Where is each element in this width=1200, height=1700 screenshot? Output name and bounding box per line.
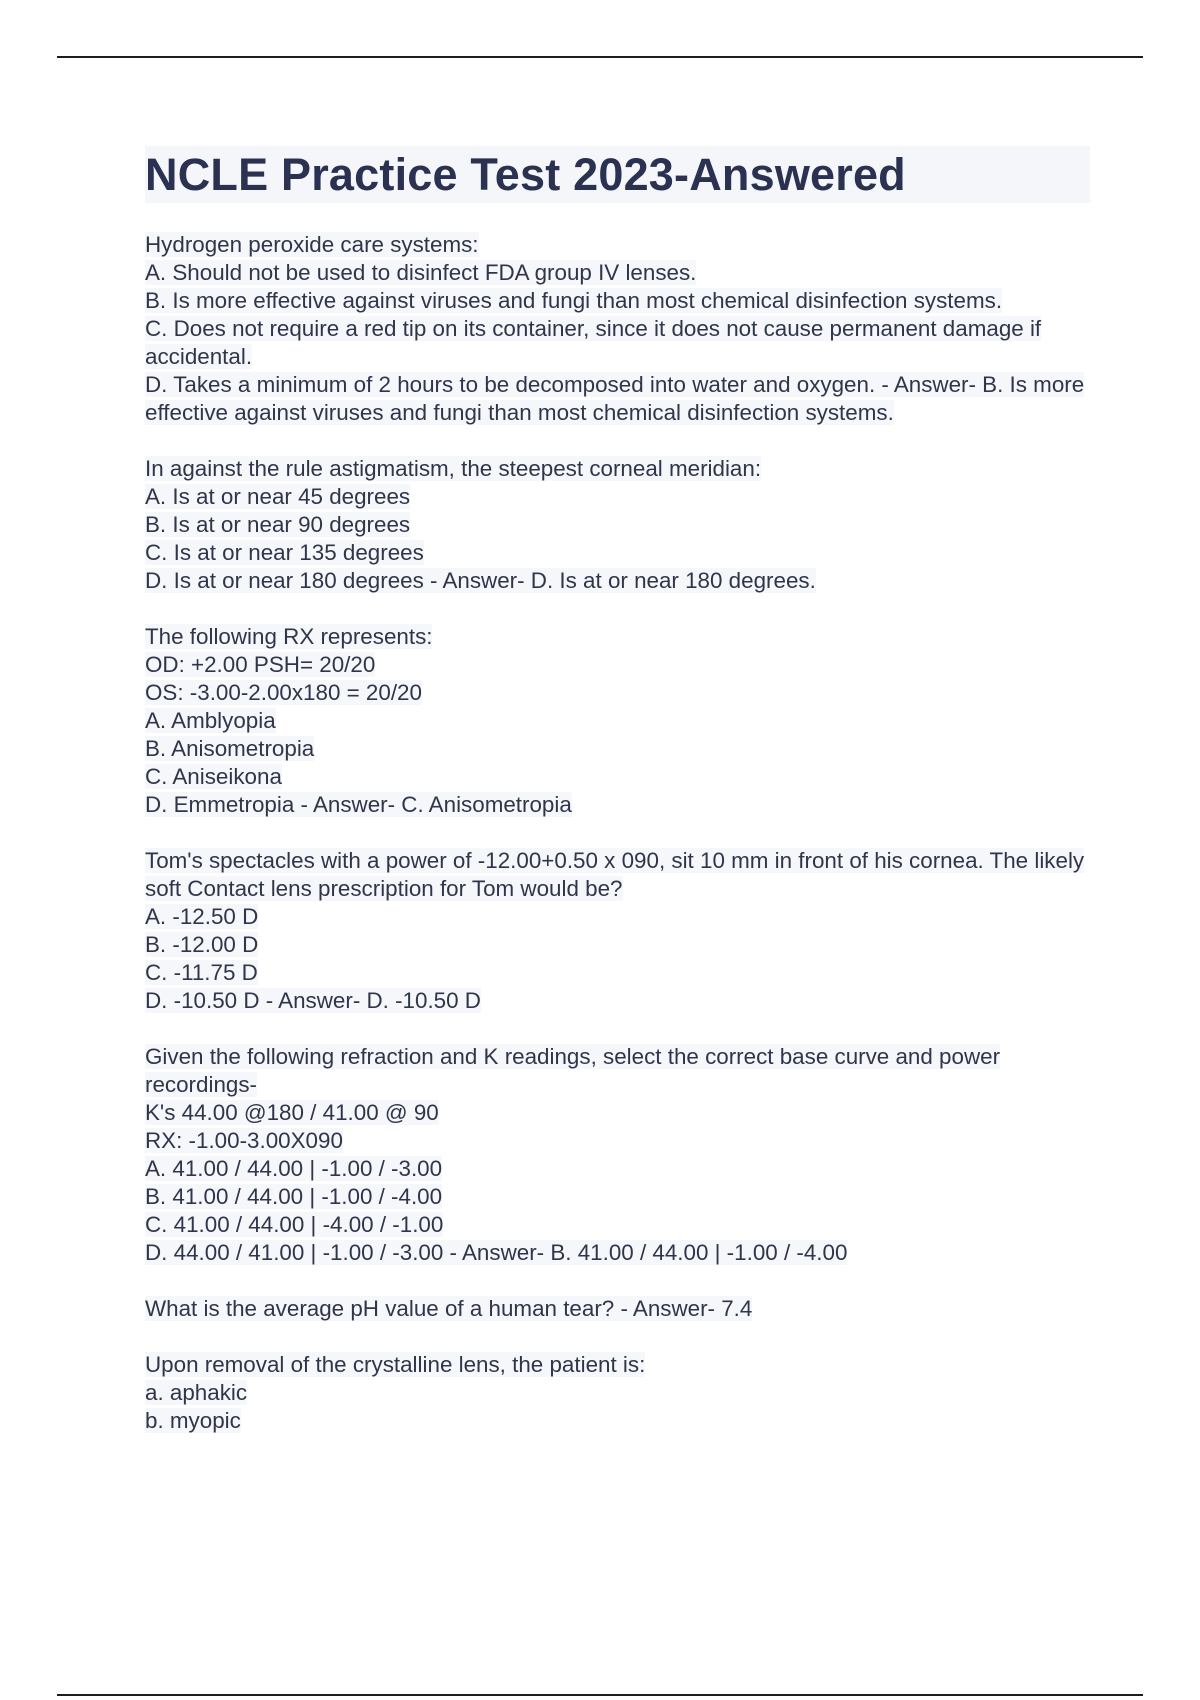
question-line-text: Tom's spectacles with a power of -12.00+0.50 x 090, sit 10 mm in front of his cornea. The likely soft Contact lens prescription for Tom would be? <box>145 848 1085 901</box>
question-line-text: A. Amblyopia <box>145 708 276 733</box>
question-line <box>145 1043 1090 1099</box>
question-line <box>145 959 1090 987</box>
question-line-text: Upon removal of the crystalline lens, the patient is: <box>145 1352 646 1377</box>
question-line <box>145 1295 1090 1323</box>
question-line <box>145 847 1090 903</box>
question-line <box>145 539 1090 567</box>
question-line <box>145 1127 1090 1155</box>
question-line <box>145 1099 1090 1127</box>
question-line <box>145 1211 1090 1239</box>
question-line <box>145 791 1090 819</box>
question-line <box>145 231 1090 259</box>
question-line-text: A. Is at or near 45 degrees <box>145 484 411 509</box>
question-line <box>145 287 1090 315</box>
question-line <box>145 707 1090 735</box>
question-line <box>145 1239 1090 1267</box>
question-line-text: Hydrogen peroxide care systems: <box>145 232 479 257</box>
question-line-text: OS: -3.00-2.00x180 = 20/20 <box>145 680 422 705</box>
question-block <box>145 455 1090 595</box>
question-line-text: What is the average pH value of a human tear? - Answer- 7.4 <box>145 1296 753 1321</box>
question-line-text: A. Should not be used to disinfect FDA group IV lenses. <box>145 260 697 285</box>
question-line <box>145 371 1090 427</box>
document-title: NCLE Practice Test 2023-Answered <box>145 149 906 200</box>
question-line-text: D. Takes a minimum of 2 hours to be decomposed into water and oxygen. - Answer- B. Is more effective against viruses and fungi than most chemical disinfection systems. <box>145 372 1085 425</box>
question-block <box>145 623 1090 819</box>
question-line <box>145 679 1090 707</box>
question-line-text: C. Aniseikona <box>145 764 282 789</box>
question-line-text: Given the following refraction and K readings, select the correct base curve and power recordings- <box>145 1044 1001 1097</box>
question-line <box>145 511 1090 539</box>
question-line-text: B. Anisometropia <box>145 736 315 761</box>
question-line <box>145 651 1090 679</box>
question-line-text: K's 44.00 @180 / 41.00 @ 90 <box>145 1100 439 1125</box>
question-line-text: C. -11.75 D <box>145 960 258 985</box>
question-line-text: b. myopic <box>145 1408 241 1433</box>
question-line-text: B. Is more effective against viruses and fungi than most chemical disinfection systems. <box>145 288 1003 313</box>
question-line-text: B. -12.00 D <box>145 932 259 957</box>
question-line-text: D. Emmetropia - Answer- C. Anisometropia <box>145 792 572 817</box>
question-line-text: C. Is at or near 135 degrees <box>145 540 424 565</box>
question-line-text: B. 41.00 / 44.00 | -1.00 / -4.00 <box>145 1184 443 1209</box>
question-line <box>145 455 1090 483</box>
question-line-text: A. -12.50 D <box>145 904 259 929</box>
question-line-text: C. Does not require a red tip on its container, since it does not cause permanent damage if accidental. <box>145 316 1042 369</box>
question-block <box>145 1295 1090 1323</box>
title-band <box>145 146 1090 203</box>
question-list <box>145 231 1090 1435</box>
question-line <box>145 315 1090 371</box>
question-block <box>145 1351 1090 1435</box>
question-block <box>145 847 1090 1015</box>
question-line-text: RX: -1.00-3.00X090 <box>145 1128 343 1153</box>
question-line-text: C. 41.00 / 44.00 | -4.00 / -1.00 <box>145 1212 444 1237</box>
question-line-text: D. Is at or near 180 degrees - Answer- D. Is at or near 180 degrees. <box>145 568 816 593</box>
question-line <box>145 735 1090 763</box>
question-line-text: a. aphakic <box>145 1380 248 1405</box>
question-line-text: OD: +2.00 PSH= 20/20 <box>145 652 376 677</box>
question-line-text: In against the rule astigmatism, the steepest corneal meridian: <box>145 456 762 481</box>
question-block <box>145 231 1090 427</box>
question-line <box>145 259 1090 287</box>
bottom-rule <box>57 1694 1143 1696</box>
top-rule <box>57 56 1143 58</box>
question-line <box>145 1379 1090 1407</box>
question-line <box>145 931 1090 959</box>
question-line <box>145 567 1090 595</box>
question-line <box>145 483 1090 511</box>
question-line-text: D. -10.50 D - Answer- D. -10.50 D <box>145 988 481 1013</box>
question-line <box>145 1351 1090 1379</box>
question-block <box>145 1043 1090 1267</box>
question-line <box>145 1183 1090 1211</box>
question-line <box>145 1407 1090 1435</box>
question-line-text: The following RX represents: <box>145 624 433 649</box>
question-line <box>145 763 1090 791</box>
question-line <box>145 903 1090 931</box>
document-page <box>145 146 1090 1435</box>
question-line <box>145 987 1090 1015</box>
question-line-text: A. 41.00 / 44.00 | -1.00 / -3.00 <box>145 1156 443 1181</box>
question-line <box>145 623 1090 651</box>
question-line-text: B. Is at or near 90 degrees <box>145 512 411 537</box>
question-line <box>145 1155 1090 1183</box>
question-line-text: D. 44.00 / 41.00 | -1.00 / -3.00 - Answer- B. 41.00 / 44.00 | -1.00 / -4.00 <box>145 1240 848 1265</box>
